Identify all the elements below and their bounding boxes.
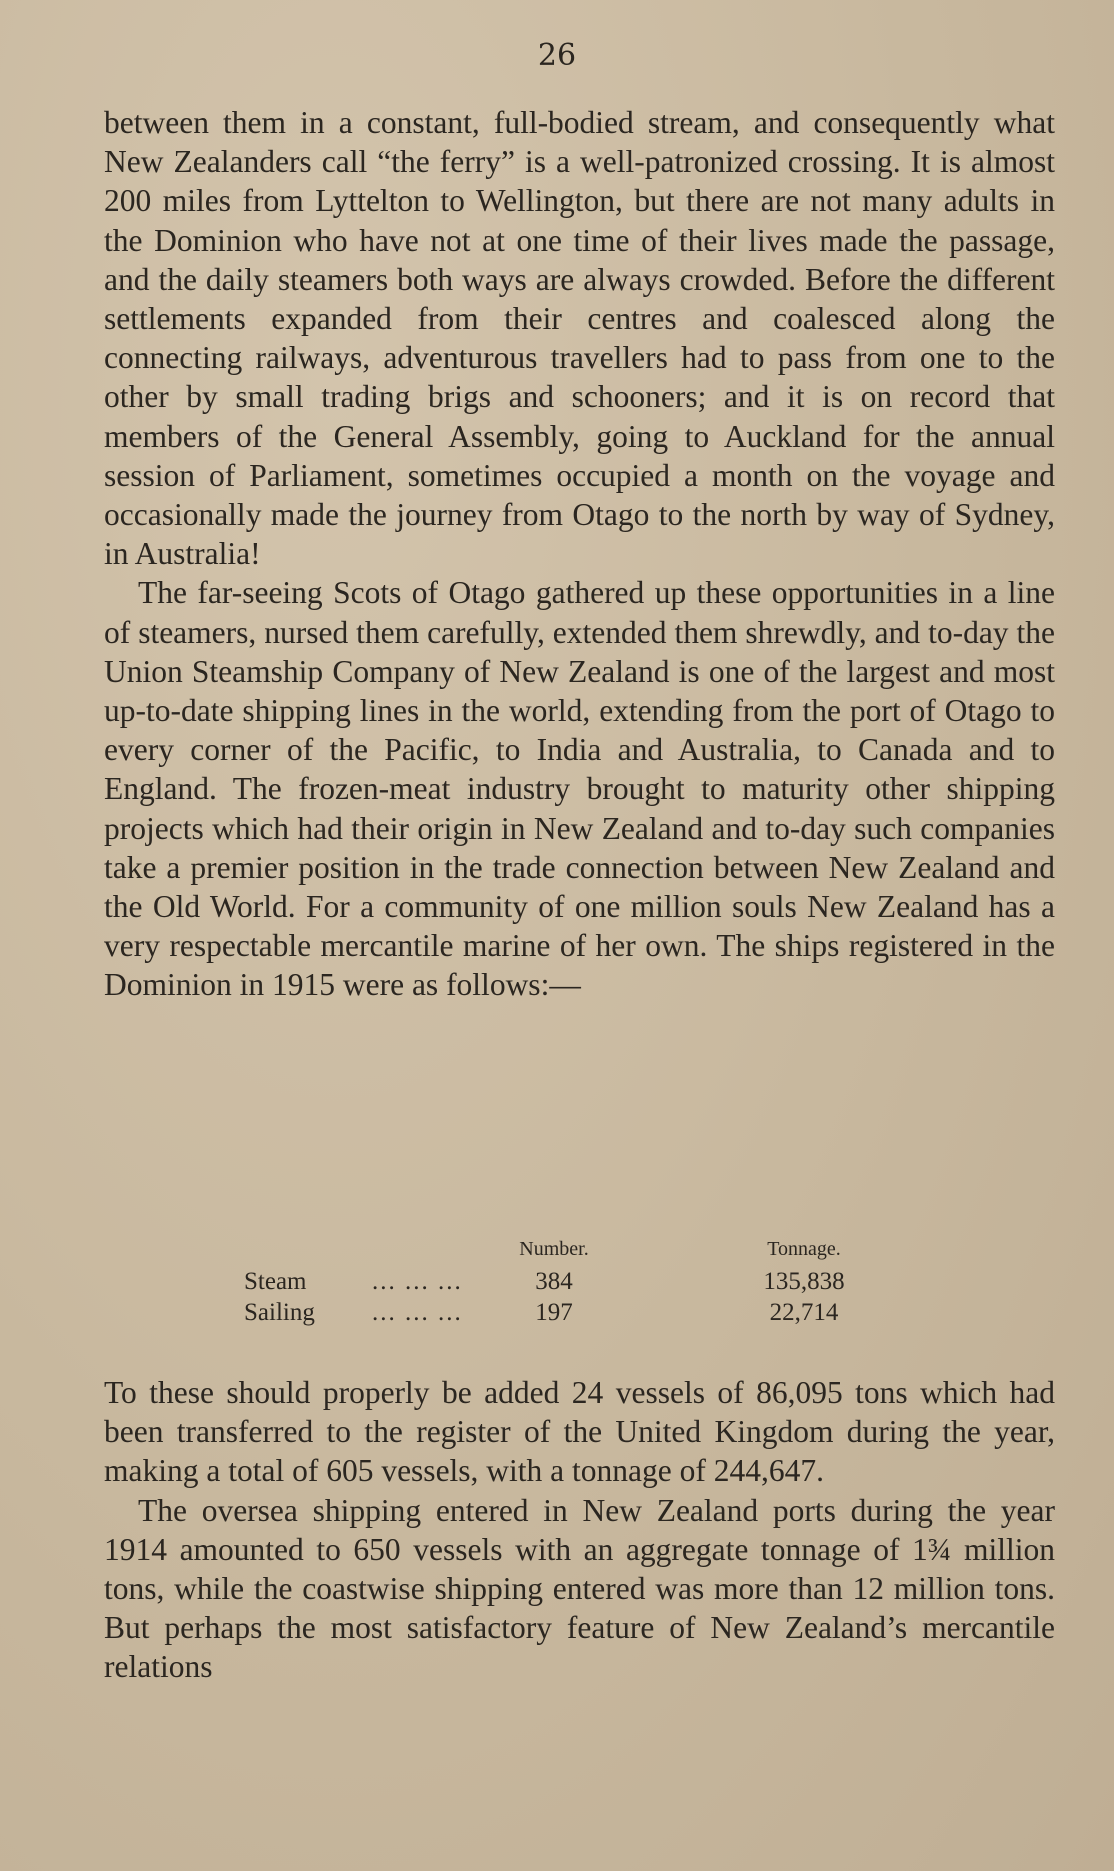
table-row — [104, 1299, 1055, 1330]
row-number: 197 — [535, 1299, 573, 1326]
ships-registered-table — [104, 1238, 1055, 1330]
row-label: Sailing — [244, 1299, 315, 1326]
row-number: 384 — [535, 1268, 573, 1295]
paragraph: The far-seeing Scots of Otago gathered up these opportunities in a line of steamers, nursed them carefully, extended them shrewdly, and to-day the Union Steamship Company of New Zealand is one of the largest and most up-to-date shipping lines in the world, extending from the port of Otago to every corner of the Pacific, to India and Australia, to Canada and to England. The frozen-meat industry brought to maturity other shipping projects which had their origin in New Zealand and to-day such companies take a premier position in the trade connection between New Zealand and the Old World. For a community of one million souls New Zealand has a very respectable mercantile marine of her own. The ships registered in the Dominion in 1915 were as follows:— — [104, 575, 1055, 1003]
body-text-bottom — [104, 1373, 1055, 1687]
body-text-top — [104, 103, 1055, 1005]
table-row — [104, 1268, 1055, 1299]
paragraph: between them in a constant, full-bodied stream, and consequently what New Zealanders call “the ferry” is a well-patronized crossing. It is almost 200 miles from Lyttelton to Wellington, but there are not many adults in the Dominion who have not at one time of their lives made the passage, and the daily steamers both ways are always crowded. Before the different settlements expanded from their centres and coalesced along the connecting railways, adventurous travellers had to pass from one to the other by small trading brigs and schooners; and it is on record that members of the General Assembly, going to Auckland for the annual session of Parliament, sometimes occupied a month on the voyage and occasionally made the journey from Otago to the north by way of Sydney, in Australia! — [104, 105, 1055, 572]
row-tonnage: 22,714 — [769, 1299, 839, 1326]
page-number: 26 — [537, 38, 577, 73]
row-label: Steam — [244, 1268, 307, 1295]
column-header-tonnage: Tonnage. — [767, 1238, 841, 1260]
row-leader-dots: ... ... ... — [372, 1299, 463, 1326]
row-tonnage: 135,838 — [763, 1268, 845, 1295]
paragraph: The oversea shipping entered in New Zealand ports during the year 1914 amounted to 650 vessels with an aggregate tonnage of 1¾ million tons, while the coastwise shipping entered was more than 12 million tons. But perhaps the most satisfactory feature of New Zealand’s mercantile relations — [104, 1492, 1055, 1685]
paragraph: To these should properly be added 24 vessels of 86,095 tons which had been transferred to the register of the United Kingdom during the year, making a total of 605 vessels, with a tonnage of 244,647. — [104, 1375, 1055, 1489]
table-header-row — [104, 1238, 1055, 1268]
column-header-number: Number. — [519, 1238, 589, 1260]
row-leader-dots: ... ... ... — [372, 1268, 463, 1295]
